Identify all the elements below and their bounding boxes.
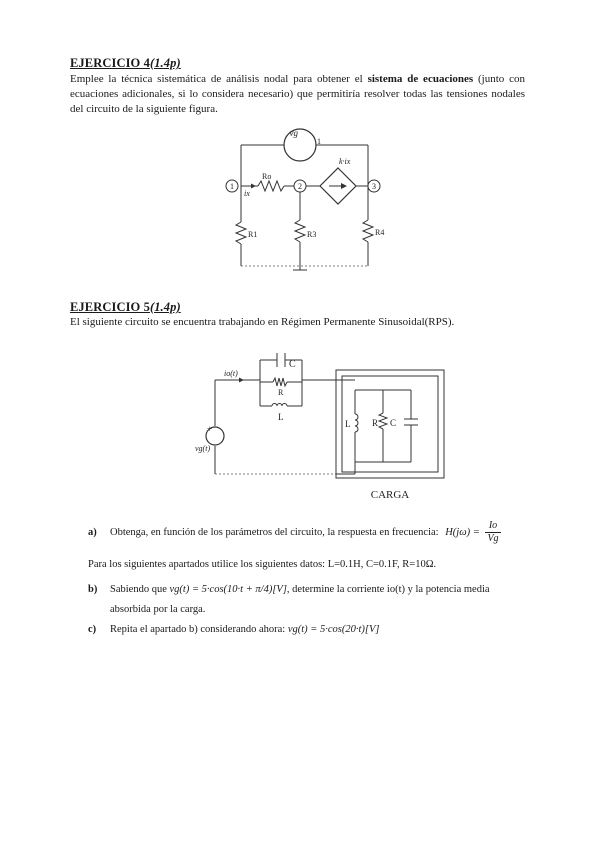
item-b-line-2: absorbida por la carga. bbox=[110, 604, 206, 615]
exercise-5-intro: El siguiente circuito se encuentra trabajando en Régimen Permanente Sinusoidal(RPS). bbox=[70, 316, 455, 328]
item-a-fraction bbox=[485, 520, 500, 545]
item-b-pre: Sabiendo que bbox=[110, 584, 167, 595]
load-title: CARGA bbox=[370, 489, 410, 501]
c-label: C bbox=[289, 359, 296, 370]
exercise-4-statement bbox=[70, 72, 525, 117]
r1-label: R1 bbox=[248, 230, 258, 239]
exercise-4-heading bbox=[70, 56, 181, 71]
item-c-pre: Repita el apartado b) considerando ahora: bbox=[110, 624, 286, 635]
load-r-label: R bbox=[372, 418, 379, 428]
item-b bbox=[88, 582, 528, 598]
statement-part-1: Emplee la técnica sistemática de análisis nodal para obtener el bbox=[70, 73, 368, 85]
item-a-text: Obtenga, en función de los parámetros del circuito, la respuesta en frecuencia: bbox=[110, 526, 439, 538]
exercise-5-heading bbox=[70, 300, 181, 315]
nodal-circuit-diagram bbox=[200, 124, 410, 279]
io-arrow bbox=[239, 378, 244, 383]
item-a bbox=[88, 520, 528, 545]
exercise-4-title: EJERCICIO 4 bbox=[70, 56, 150, 70]
item-c bbox=[88, 622, 528, 638]
node-3-label: 3 bbox=[372, 182, 376, 191]
statement-part-2: (junto con ecuaciones adicionales, si lo considera necesario) que permitiría resolver todas las tensiones nodales del circuito de la siguiente figura. bbox=[70, 73, 525, 115]
ix-label: ix bbox=[244, 189, 250, 198]
item-b-label: b) bbox=[88, 584, 98, 595]
node-1-label: 1 bbox=[230, 182, 234, 191]
item-c-label: c) bbox=[88, 624, 97, 635]
l-label: L bbox=[278, 412, 284, 422]
rps-circuit-diagram bbox=[190, 346, 450, 506]
r3-label: R3 bbox=[307, 230, 317, 239]
exercise-5-title: EJERCICIO 5 bbox=[70, 300, 150, 314]
load-l-label: L bbox=[345, 419, 351, 429]
ro-label: Ro bbox=[262, 172, 272, 181]
r4-label: R4 bbox=[375, 228, 385, 237]
item-a-formula-lhs: H(jω) = bbox=[445, 526, 480, 538]
source-label: vg bbox=[289, 128, 298, 138]
ix-arrow bbox=[251, 184, 256, 189]
item-a-label: a) bbox=[88, 526, 97, 538]
load-c-label: C bbox=[390, 418, 397, 428]
io-label: io(t) bbox=[224, 369, 238, 378]
item-b-formula: vg(t) = 5·cos(10·t + π/4)[V] bbox=[169, 584, 287, 595]
dependent-source-label: k·ix bbox=[339, 157, 351, 166]
statement-bold: sistema de ecuaciones bbox=[367, 73, 474, 85]
r-label: R bbox=[278, 388, 284, 397]
plus-sign: + bbox=[207, 424, 213, 434]
fraction-denominator: Vg bbox=[487, 533, 499, 544]
exercise-4-points: (1.4p) bbox=[149, 56, 181, 70]
item-b-post: , determine la corriente io(t) y la potencia media bbox=[286, 584, 490, 595]
source-node-label: 1 bbox=[317, 137, 321, 146]
exercise-5-points: (1.4p) bbox=[149, 300, 181, 314]
fraction-numerator: Io bbox=[485, 520, 500, 533]
node-2-label: 2 bbox=[298, 182, 302, 191]
source-label: vg(t) bbox=[195, 444, 211, 453]
data-note: Para los siguientes apartados utilice los siguientes datos: L=0.1H, C=0.1F, R=10Ω. bbox=[88, 559, 437, 570]
item-c-formula: vg(t) = 5·cos(20·t)[V] bbox=[287, 624, 380, 635]
